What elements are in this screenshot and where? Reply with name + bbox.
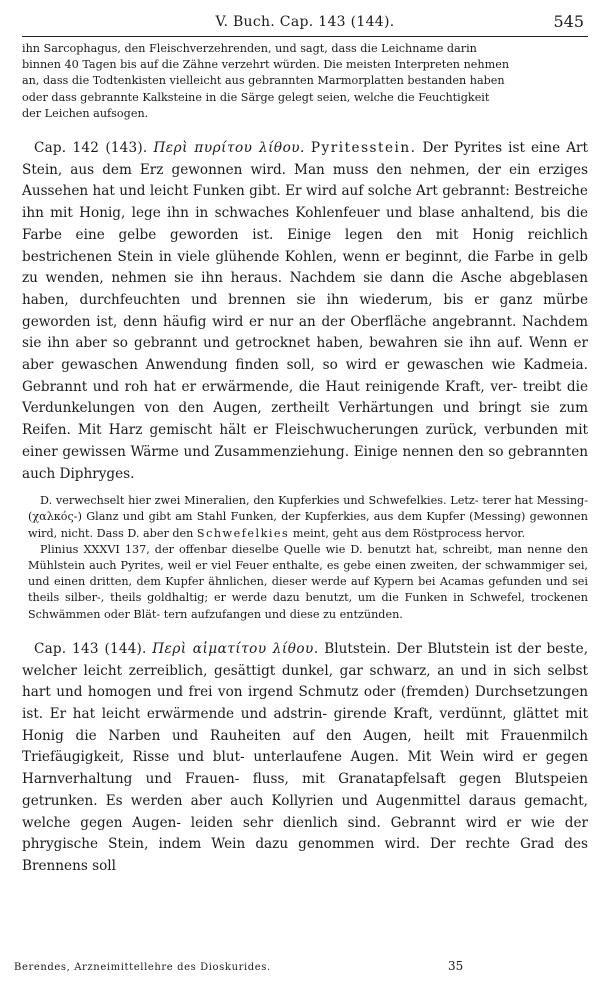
text-segment: Kohlenfeuer und blase anhaltend, bis die Farbe eine gelbe geworden ist. [22, 205, 589, 243]
text-segment: ist der beste, welcher leicht zerreiblich, gesättigt dunkel, gar schwarz, an [22, 640, 589, 679]
text-segment: tern aufzufangen und diese zu entzünden. [163, 607, 403, 621]
german-title: Blutstein. [324, 640, 391, 657]
text-segment: dem Kupfer (Messing) gewonnen wird, nicht. Dass D. aber den [28, 510, 588, 540]
text-segment: Plinius XXXVI 137, der offenbar dieselbe Quelle wie D. benutzt hat, schreibt, [40, 542, 493, 556]
text-segment: terer hat Messing- (χαλκός-) Glanz und gibt am Stahl Funken, der Kupferkies, aus [28, 494, 588, 524]
greek-title: Περὶ πυρίτου λίθου. [153, 140, 305, 157]
text-segment: leiden sehr dienlich sind. Gebrannt wird er wie der phrygische Stein, [22, 814, 588, 853]
text-segment: Der Blutstein [396, 640, 490, 657]
text-segment: werde dazu benutzt, um die Funken in Schwefel, trockenen Schwämmen oder Blät- [28, 591, 588, 621]
text-segment: auf solche Art gebrannt: Bestreiche ihn mit Honig, lege ihn in schwaches [22, 183, 588, 222]
running-head [22, 10, 588, 36]
continuation-note [22, 41, 588, 122]
text-segment: häufig wird er nur an der Oberfläche angebrannt. Nachdem sie ihn aber [22, 313, 588, 352]
text-segment: heraus. Nachdem sie dann die Asche abgeblasen haben, durchfeuchten [22, 270, 588, 308]
chapter-number: Cap. 142 (143). [34, 140, 148, 157]
text-segment: Der [422, 140, 448, 157]
text-segment: man nenne den Mühlstein auch Pyrites, weil er viel Feuer enthalte, es gebe einen [28, 542, 588, 573]
text-segment: auf den Augen, heilt mit Frauenmilch Triefäugigkeit, Risse und blut- [22, 727, 589, 766]
text-segment: werde auf Kypern bei Acamas gefunden und sei theils silber-, theils goldhaltig; er [28, 575, 589, 605]
text-line: an, dass die Todtenkisten vielleicht aus gebrannten Marmorplatten bestanden haben [22, 74, 505, 88]
text-segment: auch Kollyrien und Augenmittel daraus gemacht, welche gegen Augen- [22, 792, 588, 831]
text-segment: fluss, mit Granatapfelsaft gegen Blutspeien getrunken. Es werden aber [22, 771, 589, 809]
text-segment: meint, geht aus dem Röstprocess hervor. [292, 526, 526, 540]
text-segment: zurück, verbunden mit einer gewissen Wärme und Zusammenziehung. [22, 422, 589, 460]
chapter-143 [22, 639, 588, 878]
text-segment: zweiten, der schwammiger sei, und einen dritten, dem Kupfer ähnlichen, dieser [28, 559, 588, 589]
commentary-notes [22, 493, 588, 623]
german-title: Pyritesstein. [310, 140, 417, 157]
text-segment: und brennen sie ihn wiederum, bis er ganz mürbe geworden ist, denn [22, 291, 588, 330]
page-footer [0, 959, 600, 978]
greek-title: Περὶ αἱματίτου λίθου. [152, 640, 319, 657]
text-segment: unterlaufene Augen. Mit Wein wird er gegen Harnverhaltung und Frauen- [22, 749, 588, 788]
note-paragraph [28, 493, 588, 542]
chapter-142 [22, 138, 588, 485]
text-segment: so gebrannt und getrocknet haben, bewahren sie ihn auf. Wenn er aber [22, 335, 589, 374]
note-paragraph [28, 542, 588, 623]
text-segment: gewaschen Anwendung finden soll, so wird er gewaschen wie Kadmeia. [61, 357, 588, 374]
text-segment: Einige nennen den so gebrannten auch Diphryges. [22, 443, 589, 482]
text-segment: D. verwechselt hier zwei Mineralien, den Kupferkies und Schwefelkies. Letz- [40, 494, 479, 508]
text-segment: indem Wein dazu genommen wird. Der rechte Grad des Brennens soll [22, 836, 589, 874]
chapter-number: Cap. 143 (144). [34, 640, 147, 657]
signature-line: Berendes, Arzneimittellehre des Dioskurides. [14, 962, 271, 973]
text-segment: Gebrannt und roh hat er erwärmende, die Haut reinigende Kraft, ver- [22, 378, 518, 395]
text-segment: bringt sie zum Reifen. Mit Harz gemischt hält er Fleischwucherungen [22, 400, 589, 439]
book-page [22, 10, 588, 878]
text-segment: nehmen, der ein erziges Aussehen hat und leicht Funken gibt. Er wird [22, 161, 588, 200]
text-segment: Einige legen den mit Honig reichlich bestrichenen Stein in viele glühende [22, 226, 588, 265]
text-segment: (fremden) Durchsetzungen ist. Er hat leicht erwärmende und adstrin- [22, 684, 588, 722]
text-segment: Kohlen, wenn er beginnt, die Farbe in gelb zu wenden, nehmen sie ihn [22, 248, 588, 287]
sheet-number: 35 [448, 959, 464, 973]
text-line: der Leichen aufsogen. [22, 106, 149, 120]
text-segment: treibt die Verdunkelungen von den Augen, zertheilt Verhärtungen und [22, 378, 588, 417]
header-rule [22, 36, 588, 37]
text-line: ihn Sarcophagus, den Fleischverzehrenden, und sagt, dass die Leichname darin [22, 42, 477, 55]
page-number: 545 [553, 12, 584, 31]
text-line: oder dass gebrannte Kalksteine in die Särge gelegt seien, welche die Feuchtigkeit [22, 90, 490, 104]
emphasized-term: Schwefelkies [196, 526, 290, 540]
text-segment: Pyrites ist eine Art Stein, aus dem Erz gewonnen wird. Man muss den [22, 140, 588, 178]
running-title: V. Buch. Cap. 143 (144). [215, 14, 395, 30]
text-segment: girende Kraft, verdünnt, glättet mit Honig die Narben und Rauheiten [22, 706, 588, 744]
text-line: binnen 40 Tagen bis auf die Zähne verzehrt würden. Die meisten Interpreten nehmen [22, 58, 510, 72]
text-segment: und in sich selbst hart und homogen und frei von irgend Schmutz oder [22, 662, 588, 701]
